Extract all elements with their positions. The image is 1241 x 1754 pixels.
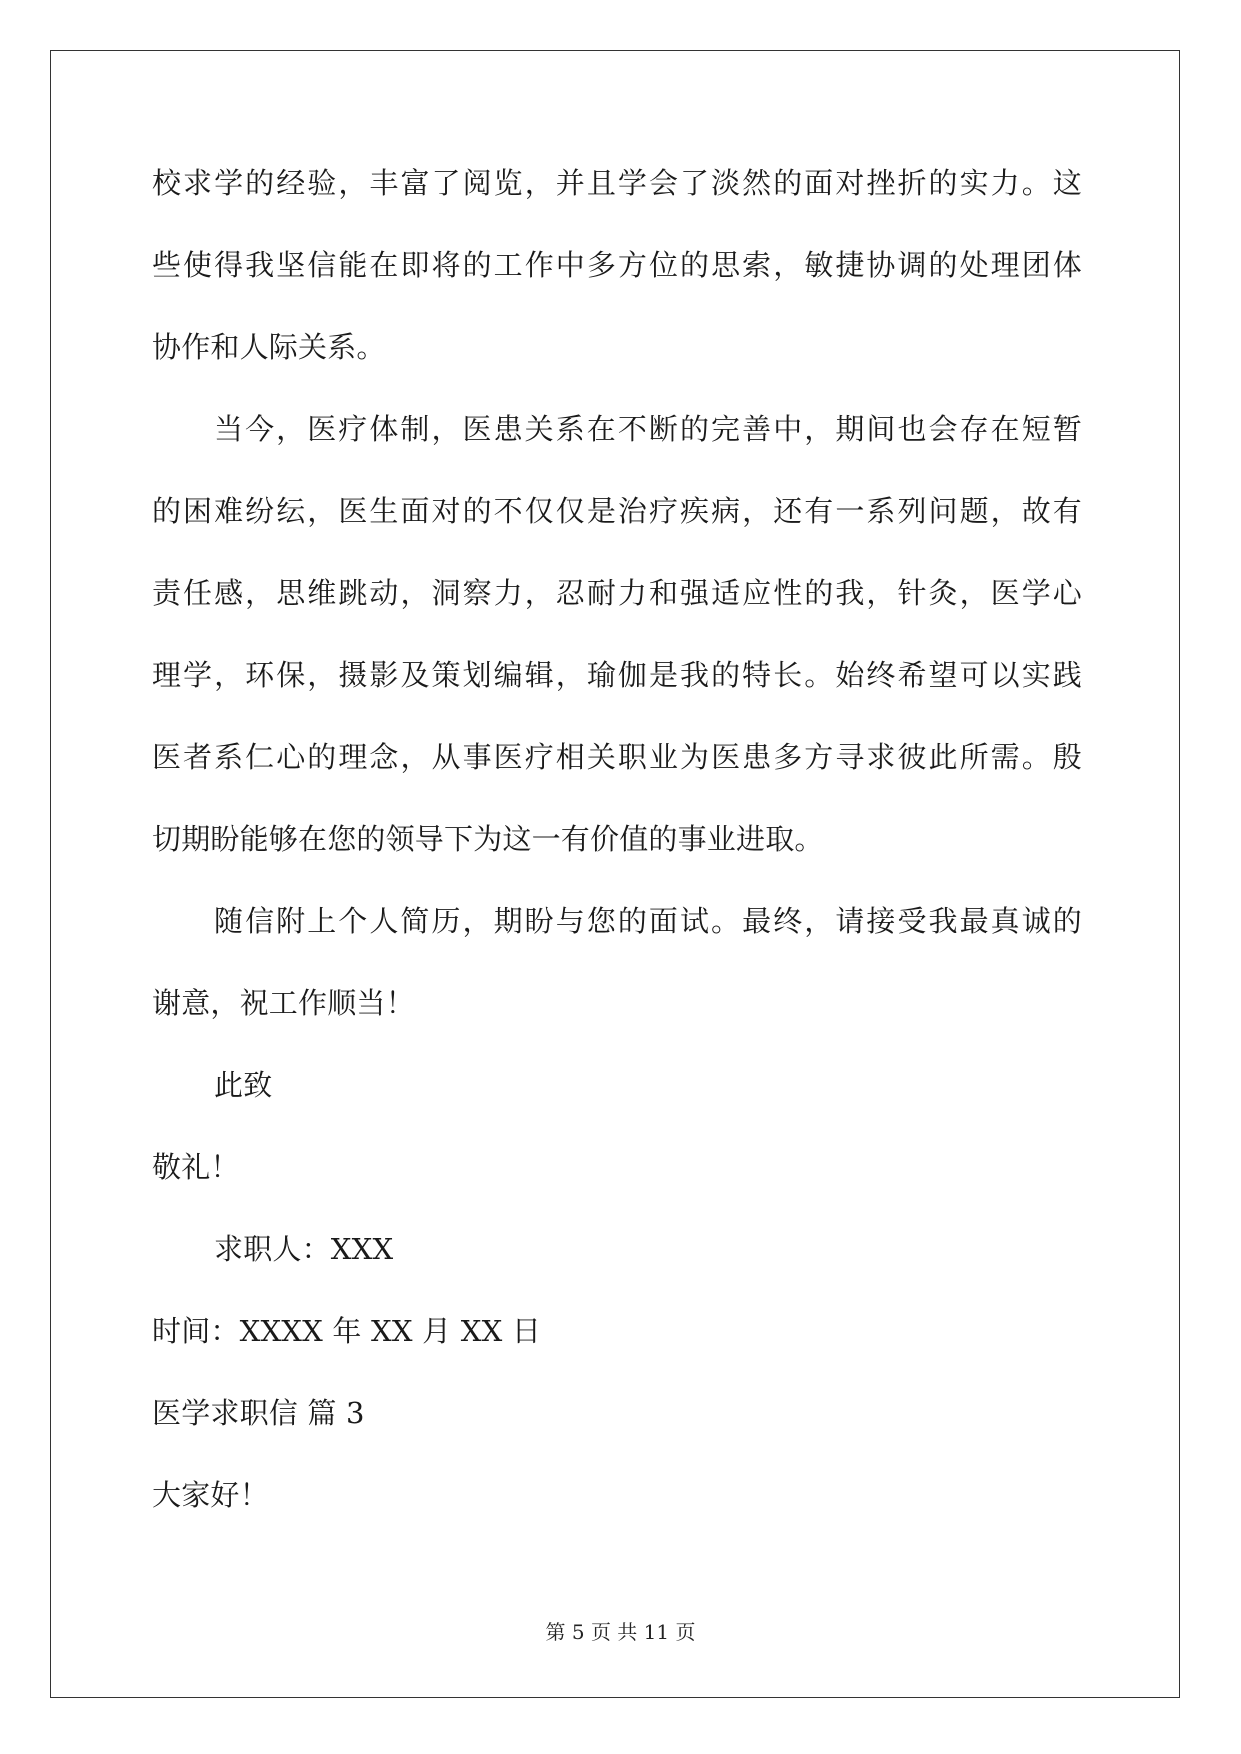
body-line: 些使得我坚信能在即将的工作中多方位的思索，敏捷协调的处理团体 <box>152 248 1082 282</box>
date-line: 时间：XXXX 年 XX 月 XX 日 <box>152 1314 542 1348</box>
greeting-line: 大家好！ <box>152 1478 269 1512</box>
closing-regards: 敬礼！ <box>152 1150 240 1184</box>
body-line: 随信附上个人简历，期盼与您的面试。最终，请接受我最真诚的 <box>214 904 1082 938</box>
body-line: 切期盼能够在您的领导下为这一有价值的事业进取。 <box>152 822 824 856</box>
applicant-signature: 求职人：XXX <box>214 1232 394 1266</box>
section-heading: 医学求职信 篇 3 <box>152 1396 365 1430</box>
document-body <box>152 163 1082 1557</box>
body-line: 的困难纷纭，医生面对的不仅仅是治疗疾病，还有一系列问题，故有 <box>152 494 1082 528</box>
body-line: 医者系仁心的理念，从事医疗相关职业为医患多方寻求彼此所需。殷 <box>152 740 1082 774</box>
body-line: 理学，环保，摄影及策划编辑，瑜伽是我的特长。始终希望可以实践 <box>152 658 1082 692</box>
body-line: 协作和人际关系。 <box>152 330 386 364</box>
body-line: 责任感，思维跳动，洞察力，忍耐力和强适应性的我，针灸，医学心 <box>152 576 1082 610</box>
closing-salutation: 此致 <box>214 1068 273 1102</box>
body-line: 校求学的经验，丰富了阅览，并且学会了淡然的面对挫折的实力。这 <box>152 166 1082 200</box>
body-line: 谢意，祝工作顺当！ <box>152 986 415 1020</box>
body-line: 当今，医疗体制，医患关系在不断的完善中，期间也会存在短暂 <box>214 412 1082 446</box>
page-number: 第 5 页 共 11 页 <box>545 1620 696 1644</box>
